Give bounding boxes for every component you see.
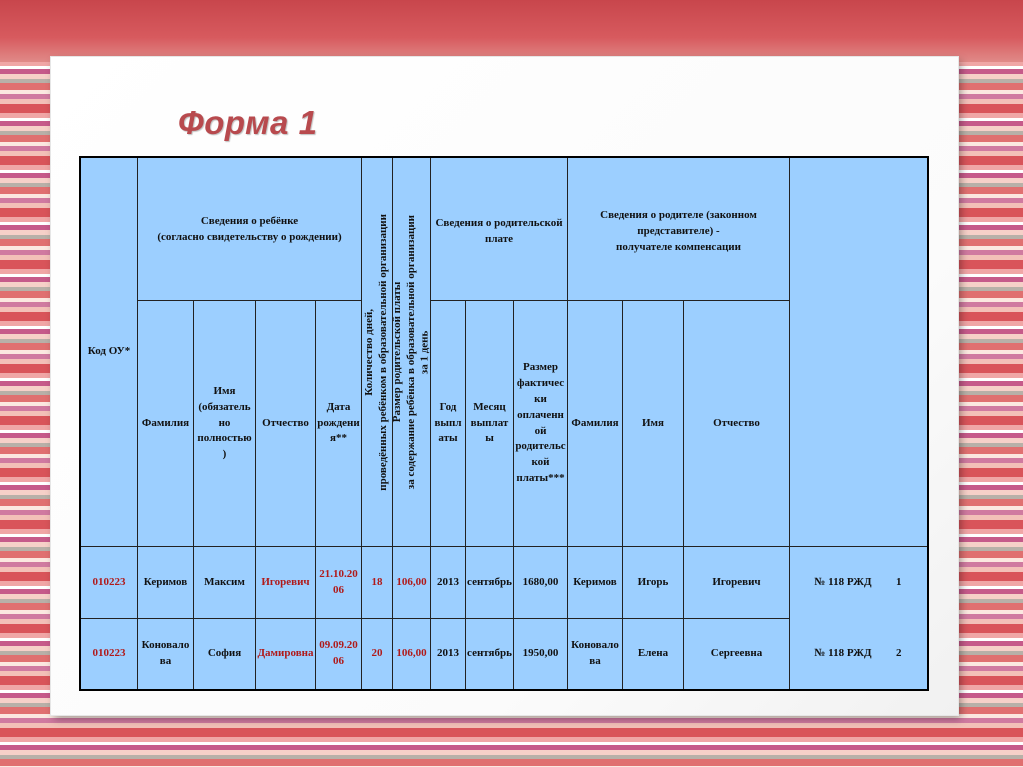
header-pay-year: Год выпл аты [431,301,466,547]
row1-year: 2013 [431,547,466,619]
header-child-name: Имя (обязатель но полностью ) [194,301,256,547]
row2-kod: 010223 [81,619,138,689]
background-top-band [0,0,1023,62]
row1-name: Максим [194,547,256,619]
header-child-surname: Фамилия [138,301,194,547]
row2-name: София [194,619,256,689]
row1-surname: Керимов [138,547,194,619]
row1-kod: 010223 [81,547,138,619]
row2-days: 20 [362,619,393,689]
header-parent-patronymic: Отчество [684,301,790,547]
row1-doc: № 118 РЖД [814,576,872,589]
header-parent-group: Сведения о родителе (законном представителе) - получателе компенсации [568,158,790,301]
header-pay-month: Месяц выплат ы [466,301,514,547]
row1-num: 1 [896,576,902,589]
row1-parent-name: Игорь [623,547,684,619]
row2-parent-patronymic: Сергеевна [684,619,790,689]
row2-doc: № 118 РЖД [814,647,872,660]
row2-month: сентябрь [466,619,514,689]
row1-parent-surname: Керимов [568,547,623,619]
row2-year: 2013 [431,619,466,689]
header-parent-surname: Фамилия [568,301,623,547]
header-days [362,158,393,547]
row2-num: 2 [896,647,902,660]
row1-birth: 21.10.20 06 [316,547,362,619]
page-title: Форма 1 [178,104,318,141]
header-child-patronymic: Отчество [256,301,316,547]
row2-fee: 106,00 [393,619,431,689]
header-kod-ou: Код ОУ* [81,158,138,547]
row2-parent-name: Елена [623,619,684,689]
header-fee [390,158,431,547]
row1-patronymic: Игоревич [256,547,316,619]
row1-amount: 1680,00 [514,547,568,619]
row1-fee: 106,00 [393,547,431,619]
header-parent-name: Имя [623,301,684,547]
form-table [79,156,929,691]
row1-parent-patronymic: Игоревич [684,547,790,619]
header-days-label: Количество дней, проведённых ребёнком в образовательной организации [363,213,389,491]
row2-birth: 09.09.20 06 [316,619,362,689]
header-child-birth: Дата рождени я** [316,301,362,547]
row2-amount: 1950,00 [514,619,568,689]
header-child-group: Сведения о ребёнке (согласно свидетельству о рождении) [138,158,362,301]
header-blank [790,158,927,547]
header-payment-group: Сведения о родительской плате [431,158,568,301]
row1-month: сентябрь [466,547,514,619]
row2-surname: Коновало ва [138,619,194,689]
row2-parent-surname: Коновало ва [568,619,623,689]
header-pay-amount: Размер фактичес ки оплаченн ой родительс кой платы*** [514,301,568,547]
header-fee-label: Размер родительской платы за содержание ребёнка в образовательной организации за 1 день [390,214,431,490]
row1-days: 18 [362,547,393,619]
row2-patronymic: Дамировна [256,619,316,689]
